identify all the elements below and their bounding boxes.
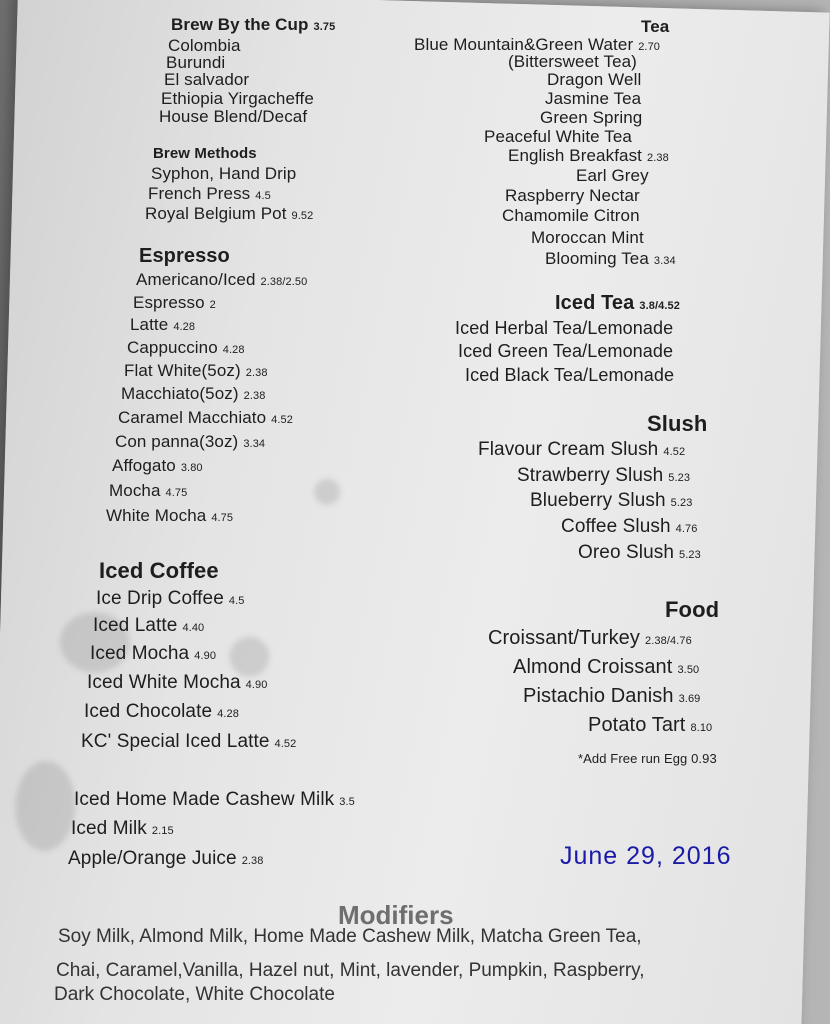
section-title-iced-coffee: Iced Coffee [99, 558, 219, 583]
modifiers-line: Soy Milk, Almond Milk, Home Made Cashew Milk, Matcha Green Tea, [58, 926, 642, 947]
modifiers-list [56, 925, 756, 1007]
menu-item: French Press 4.5 [148, 184, 271, 203]
menu-item: Pistachio Danish 3.69 [523, 685, 701, 707]
food-note: *Add Free run Egg 0.93 [578, 751, 717, 766]
menu-item: Blooming Tea 3.34 [545, 249, 676, 268]
menu-item: Con panna(3oz) 3.34 [115, 432, 266, 451]
menu-item: Ethiopia Yirgacheffe [161, 89, 314, 108]
coffee-stain [314, 478, 341, 505]
menu-item: Oreo Slush 5.23 [578, 542, 701, 563]
menu-item: Colombia [168, 36, 241, 55]
section-title-slush: Slush [647, 411, 708, 436]
modifiers-line: Chai, Caramel,Vanilla, Hazel nut, Mint, lavender, Pumpkin, Raspberry, [56, 960, 645, 981]
menu-item: Royal Belgium Pot 9.52 [145, 204, 314, 223]
menu-item: Peaceful White Tea [484, 127, 632, 146]
menu-item: Potato Tart 8.10 [588, 714, 713, 736]
section-title-food: Food [665, 597, 720, 622]
menu-item: El salvador [164, 70, 250, 89]
menu-item: Croissant/Turkey 2.38/4.76 [488, 627, 692, 649]
menu-item: Cappuccino 4.28 [127, 338, 245, 357]
menu-item: Moroccan Mint [531, 228, 644, 247]
menu-item: Syphon, Hand Drip [151, 164, 297, 183]
menu-item: Raspberry Nectar [505, 186, 640, 205]
section-title-espresso: Espresso [139, 245, 230, 267]
menu-item: Mocha 4.75 [109, 481, 188, 500]
menu-item: Burundi [166, 53, 226, 72]
menu-item: Iced Black Tea/Lemonade [465, 365, 675, 385]
menu-item: Blueberry Slush 5.23 [530, 490, 693, 511]
menu-item: (Bittersweet Tea) [508, 52, 637, 71]
menu-item: Iced Herbal Tea/Lemonade [455, 318, 674, 338]
menu-item: Macchiato(5oz) 2.38 [121, 384, 266, 403]
coffee-stain [14, 760, 76, 852]
menu-item: Apple/Orange Juice 2.38 [68, 848, 264, 869]
menu-item: Iced Milk 2.15 [71, 818, 174, 839]
menu-item: House Blend/Decaf [159, 107, 308, 126]
modifiers-line: Dark Chocolate, White Chocolate [54, 984, 335, 1005]
menu-item: Latte 4.28 [130, 315, 196, 334]
menu-item: Green Spring [540, 108, 643, 127]
menu-item: Blue Mountain&Green Water 2.70 [414, 35, 661, 54]
menu-item: Iced Latte 4.40 [93, 615, 205, 636]
menu-item: Dragon Well [547, 70, 642, 89]
menu-item: Caramel Macchiato 4.52 [118, 408, 293, 427]
menu-item: Iced Mocha 4.90 [90, 643, 217, 664]
section-title-methods: Brew Methods [153, 145, 257, 162]
menu-item: Ice Drip Coffee 4.5 [96, 588, 245, 609]
handwritten-date: June 29, 2016 [560, 842, 732, 870]
menu-item: Espresso 2 [133, 293, 216, 312]
menu-item: Jasmine Tea [545, 89, 642, 108]
menu-item: Almond Croissant 3.50 [513, 656, 700, 678]
section-title-brew: Brew By the Cup 3.75 [171, 15, 336, 34]
section-title-iced-tea: Iced Tea 3.8/4.52 [555, 292, 680, 314]
menu-item: Earl Grey [576, 166, 649, 185]
menu-item: Flavour Cream Slush 4.52 [478, 439, 686, 460]
section-title-modifiers: Modifiers [338, 900, 454, 930]
menu-item: White Mocha 4.75 [106, 506, 234, 525]
menu-item: Iced Green Tea/Lemonade [458, 341, 674, 361]
menu-item: KC' Special Iced Latte 4.52 [81, 731, 297, 752]
menu-item: Iced White Mocha 4.90 [87, 672, 268, 693]
menu-item: Strawberry Slush 5.23 [517, 465, 691, 486]
section-title-tea: Tea [641, 17, 670, 36]
menu-item: Chamomile Citron [502, 206, 640, 225]
menu-item: Americano/Iced 2.38/2.50 [136, 270, 308, 289]
menu-item: Iced Chocolate 4.28 [84, 701, 239, 722]
menu-item: Iced Home Made Cashew Milk 3.5 [74, 789, 355, 810]
menu-item: Affogato 3.80 [112, 456, 203, 475]
menu-item: Coffee Slush 4.76 [561, 516, 698, 537]
menu-item: Flat White(5oz) 2.38 [124, 361, 268, 380]
menu-item: English Breakfast 2.38 [508, 146, 669, 165]
